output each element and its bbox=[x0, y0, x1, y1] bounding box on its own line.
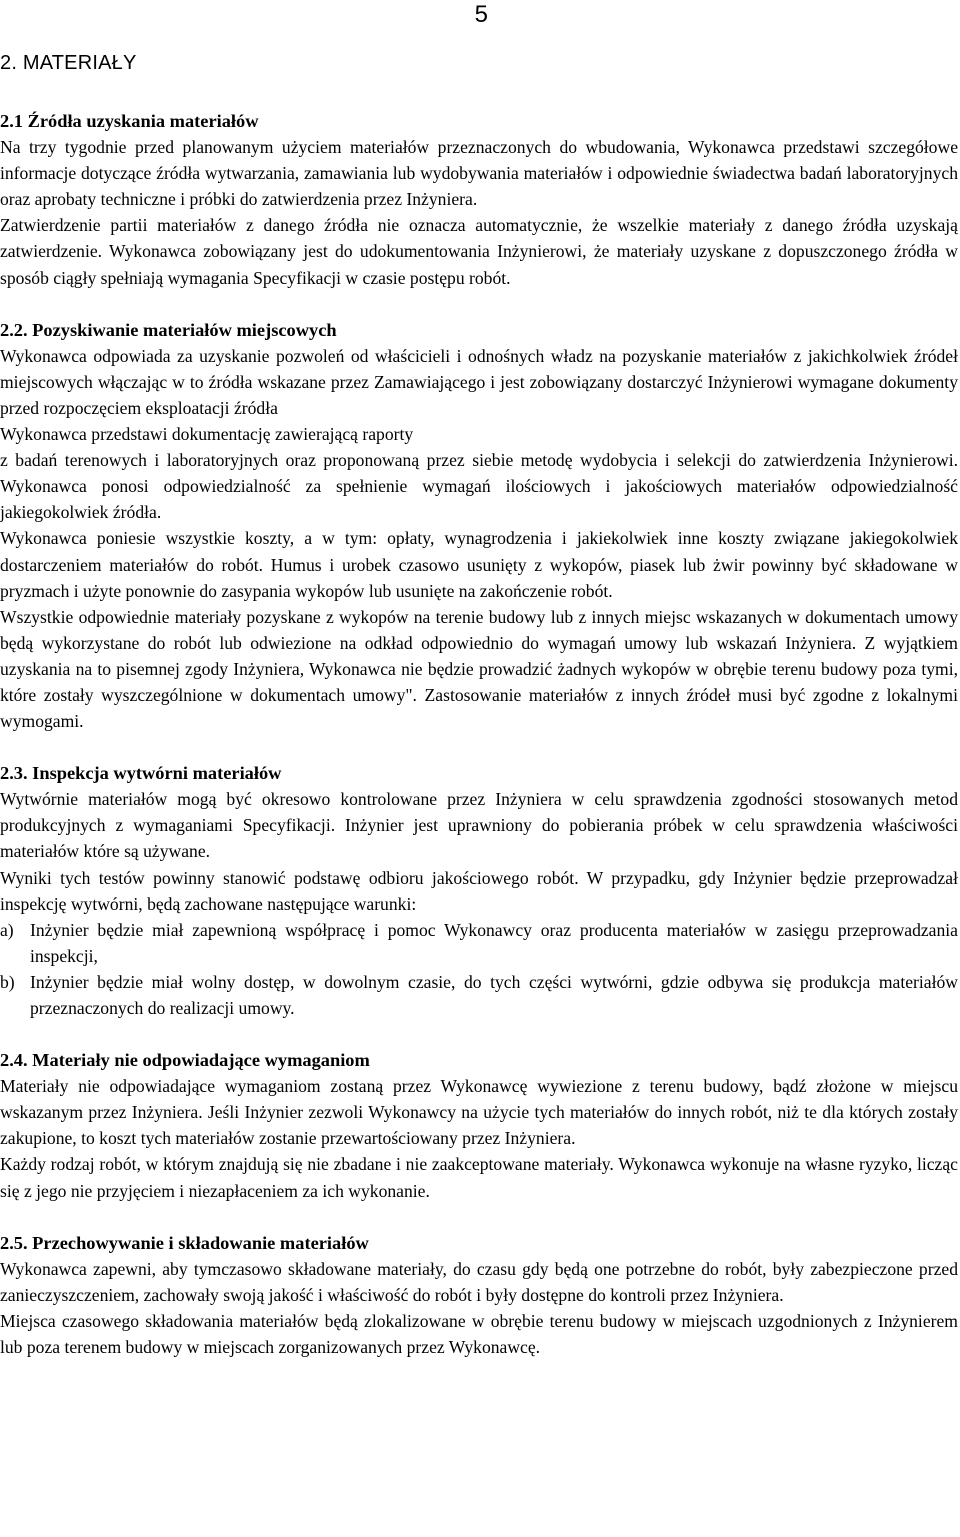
list-marker: a) bbox=[0, 919, 14, 940]
paragraph: Każdy rodzaj robót, w którym znajdują się nie zbadane i nie zaakceptowane materiały. Wykonawca wykonuje na własne ryzyko, licząc się z jego nie przyjęciem i niezapłaceniem za ich wykonanie. bbox=[0, 1154, 958, 1201]
conditions-list bbox=[0, 917, 958, 1021]
paragraph: Wykonawca odpowiada za uzyskanie pozwoleń od właścicieli i odnośnych władz na pozyskanie materiałów z jakichkolwiek źródeł miejscowych włączając w to źródła wskazane przez Zamawiającego i jest zobowiązany dostarczyć Inżynierowi wymagane dokumenty przed rozpoczęciem eksploatacji źródła bbox=[0, 345, 958, 418]
paragraph: Zatwierdzenie partii materiałów z danego źródła nie oznacza automatycznie, że wszelkie materiały z danego źródła uzyskają zatwierdzenie. Wykonawca zobowiązany jest do udokumentowania Inżynierowi, że materiały uzyskane z dopuszczonego źródła w sposób ciągły spełniają wymagania Specyfikacji w czasie postępu robót. bbox=[0, 215, 958, 288]
section-heading: 2.4. Materiały nie odpowiadające wymaganiom bbox=[0, 1050, 370, 1071]
paragraph: Miejsca czasowego składowania materiałów będą zlokalizowane w obrębie terenu budowy w miejscach uzgodnionych z Inżynierem lub poza terenem budowy w miejscach zorganizowanych przez Wykonawcę. bbox=[0, 1310, 958, 1358]
section-heading: 2.5. Przechowywanie i składowanie materiałów bbox=[0, 1232, 369, 1253]
paragraph: Wykonawca przedstawi dokumentację zawierającą raporty bbox=[0, 424, 414, 445]
paragraph: Wytwórnie materiałów mogą być okresowo kontrolowane przez Inżyniera w celu sprawdzenia zgodności stosowanych metod produkcyjnych z wymaganiami Specyfikacji. Inżynier jest uprawniony do pobierania próbek w celu sprawdzenia właściwości materiałów które są używane. bbox=[0, 789, 958, 862]
list-item-text: Inżynier będzie miał wolny dostęp, w dowolnym czasie, do tych części wytwórni, gdzie odbywa się produkcja materiałów przeznaczonych do realizacji umowy. bbox=[30, 971, 958, 1018]
section-2-5 bbox=[0, 1230, 958, 1360]
section-2-2 bbox=[0, 317, 958, 735]
section-2-3 bbox=[0, 760, 958, 1021]
document-body bbox=[0, 108, 958, 1360]
paragraph: Materiały nie odpowiadające wymaganiom zostaną przez Wykonawcę wywiezione z terenu budowy, bądź złożone w miejscu wskazanym przez Inżyniera. Jeśli Inżynier zezwoli Wykonawcy na użycie tych materiałów do innych robót, niż te dla których zostały zakupione, to koszt tych materiałów zostanie przewartościowany przez Inżyniera. bbox=[0, 1076, 958, 1149]
paragraph: Wykonawca zapewni, aby tymczasowo składowane materiały, do czasu gdy będą one potrzebne do robót, były zabezpieczone przed zanieczyszczeniem, zachowały swoją jakość i właściwość do robót i były dostępne do kontroli przez Inżyniera. bbox=[0, 1258, 958, 1305]
section-heading: 2.2. Pozyskiwanie materiałów miejscowych bbox=[0, 319, 337, 340]
page-number: 5 bbox=[474, 1, 488, 28]
list-marker: b) bbox=[0, 971, 15, 992]
section-2-1 bbox=[0, 108, 958, 291]
section-heading: 2.1 Źródła uzyskania materiałów bbox=[0, 111, 259, 131]
paragraph: Wyniki tych testów powinny stanowić podstawę odbioru jakościowego robót. W przypadku, gdy Inżynier będzie przeprowadzał inspekcję wytwórni, będą zachowane następujące warunki: bbox=[0, 867, 958, 914]
list-item bbox=[0, 969, 958, 1021]
list-item bbox=[0, 917, 958, 969]
paragraph: Wykonawca poniesie wszystkie koszty, a w tym: opłaty, wynagrodzenia i jakiekolwiek inne koszty związane jakiegokolwiek dostarczeniem materiałów do robót. Humus i urobek czasowo usunięty z wykopów, piasek lub żwir powinny być składowane w pryzmach i użyte ponownie do zasypania wykopów lub usunięte na zakończenie robót. bbox=[0, 528, 958, 601]
paragraph: z badań terenowych i laboratoryjnych oraz proponowaną przez siebie metodę wydobycia i selekcji do zatwierdzenia Inżynierowi. Wykonawca ponosi odpowiedzialność za spełnienie wymagań ilościowych i jakościowych materiałów odpowiedzialność jakiegokolwiek źródła. bbox=[0, 450, 958, 523]
section-2-4 bbox=[0, 1047, 958, 1204]
chapter-title: 2. MATERIAŁY bbox=[0, 52, 137, 74]
section-heading: 2.3. Inspekcja wytwórni materiałów bbox=[0, 763, 282, 784]
paragraph: Wszystkie odpowiednie materiały pozyskane z wykopów na terenie budowy lub z innych miejsc wskazanych w dokumentach umowy będą wykorzystane do robót lub odwiezione na odkład odpowiednio do wymagań umowy lub wskazań Inżyniera. Z wyjątkiem uzyskania na to pisemnej zgody Inżyniera, Wykonawca nie będzie prowadzić żadnych wykopów w obrębie terenu budowy poza tymi, które zostały wyszczególnione w dokumentach umowy". Zastosowanie materiałów z innych źródeł musi być zgodne z lokalnymi wymogami. bbox=[0, 606, 958, 732]
paragraph: Na trzy tygodnie przed planowanym użyciem materiałów przeznaczonych do wbudowania, Wykonawca przedstawi szczegółowe informacje dotyczące źródła wytwarzania, zamawiania lub wydobywania materiałów i odpowiednie świadectwa badań laboratoryjnych oraz aprobaty techniczne i próbki do zatwierdzenia przez Inżyniera. bbox=[0, 137, 958, 210]
list-item-text: Inżynier będzie miał zapewnioną współpracę i pomoc Wykonawcy oraz producenta materiałów w zasięgu przeprowadzania inspekcji, bbox=[30, 919, 958, 966]
